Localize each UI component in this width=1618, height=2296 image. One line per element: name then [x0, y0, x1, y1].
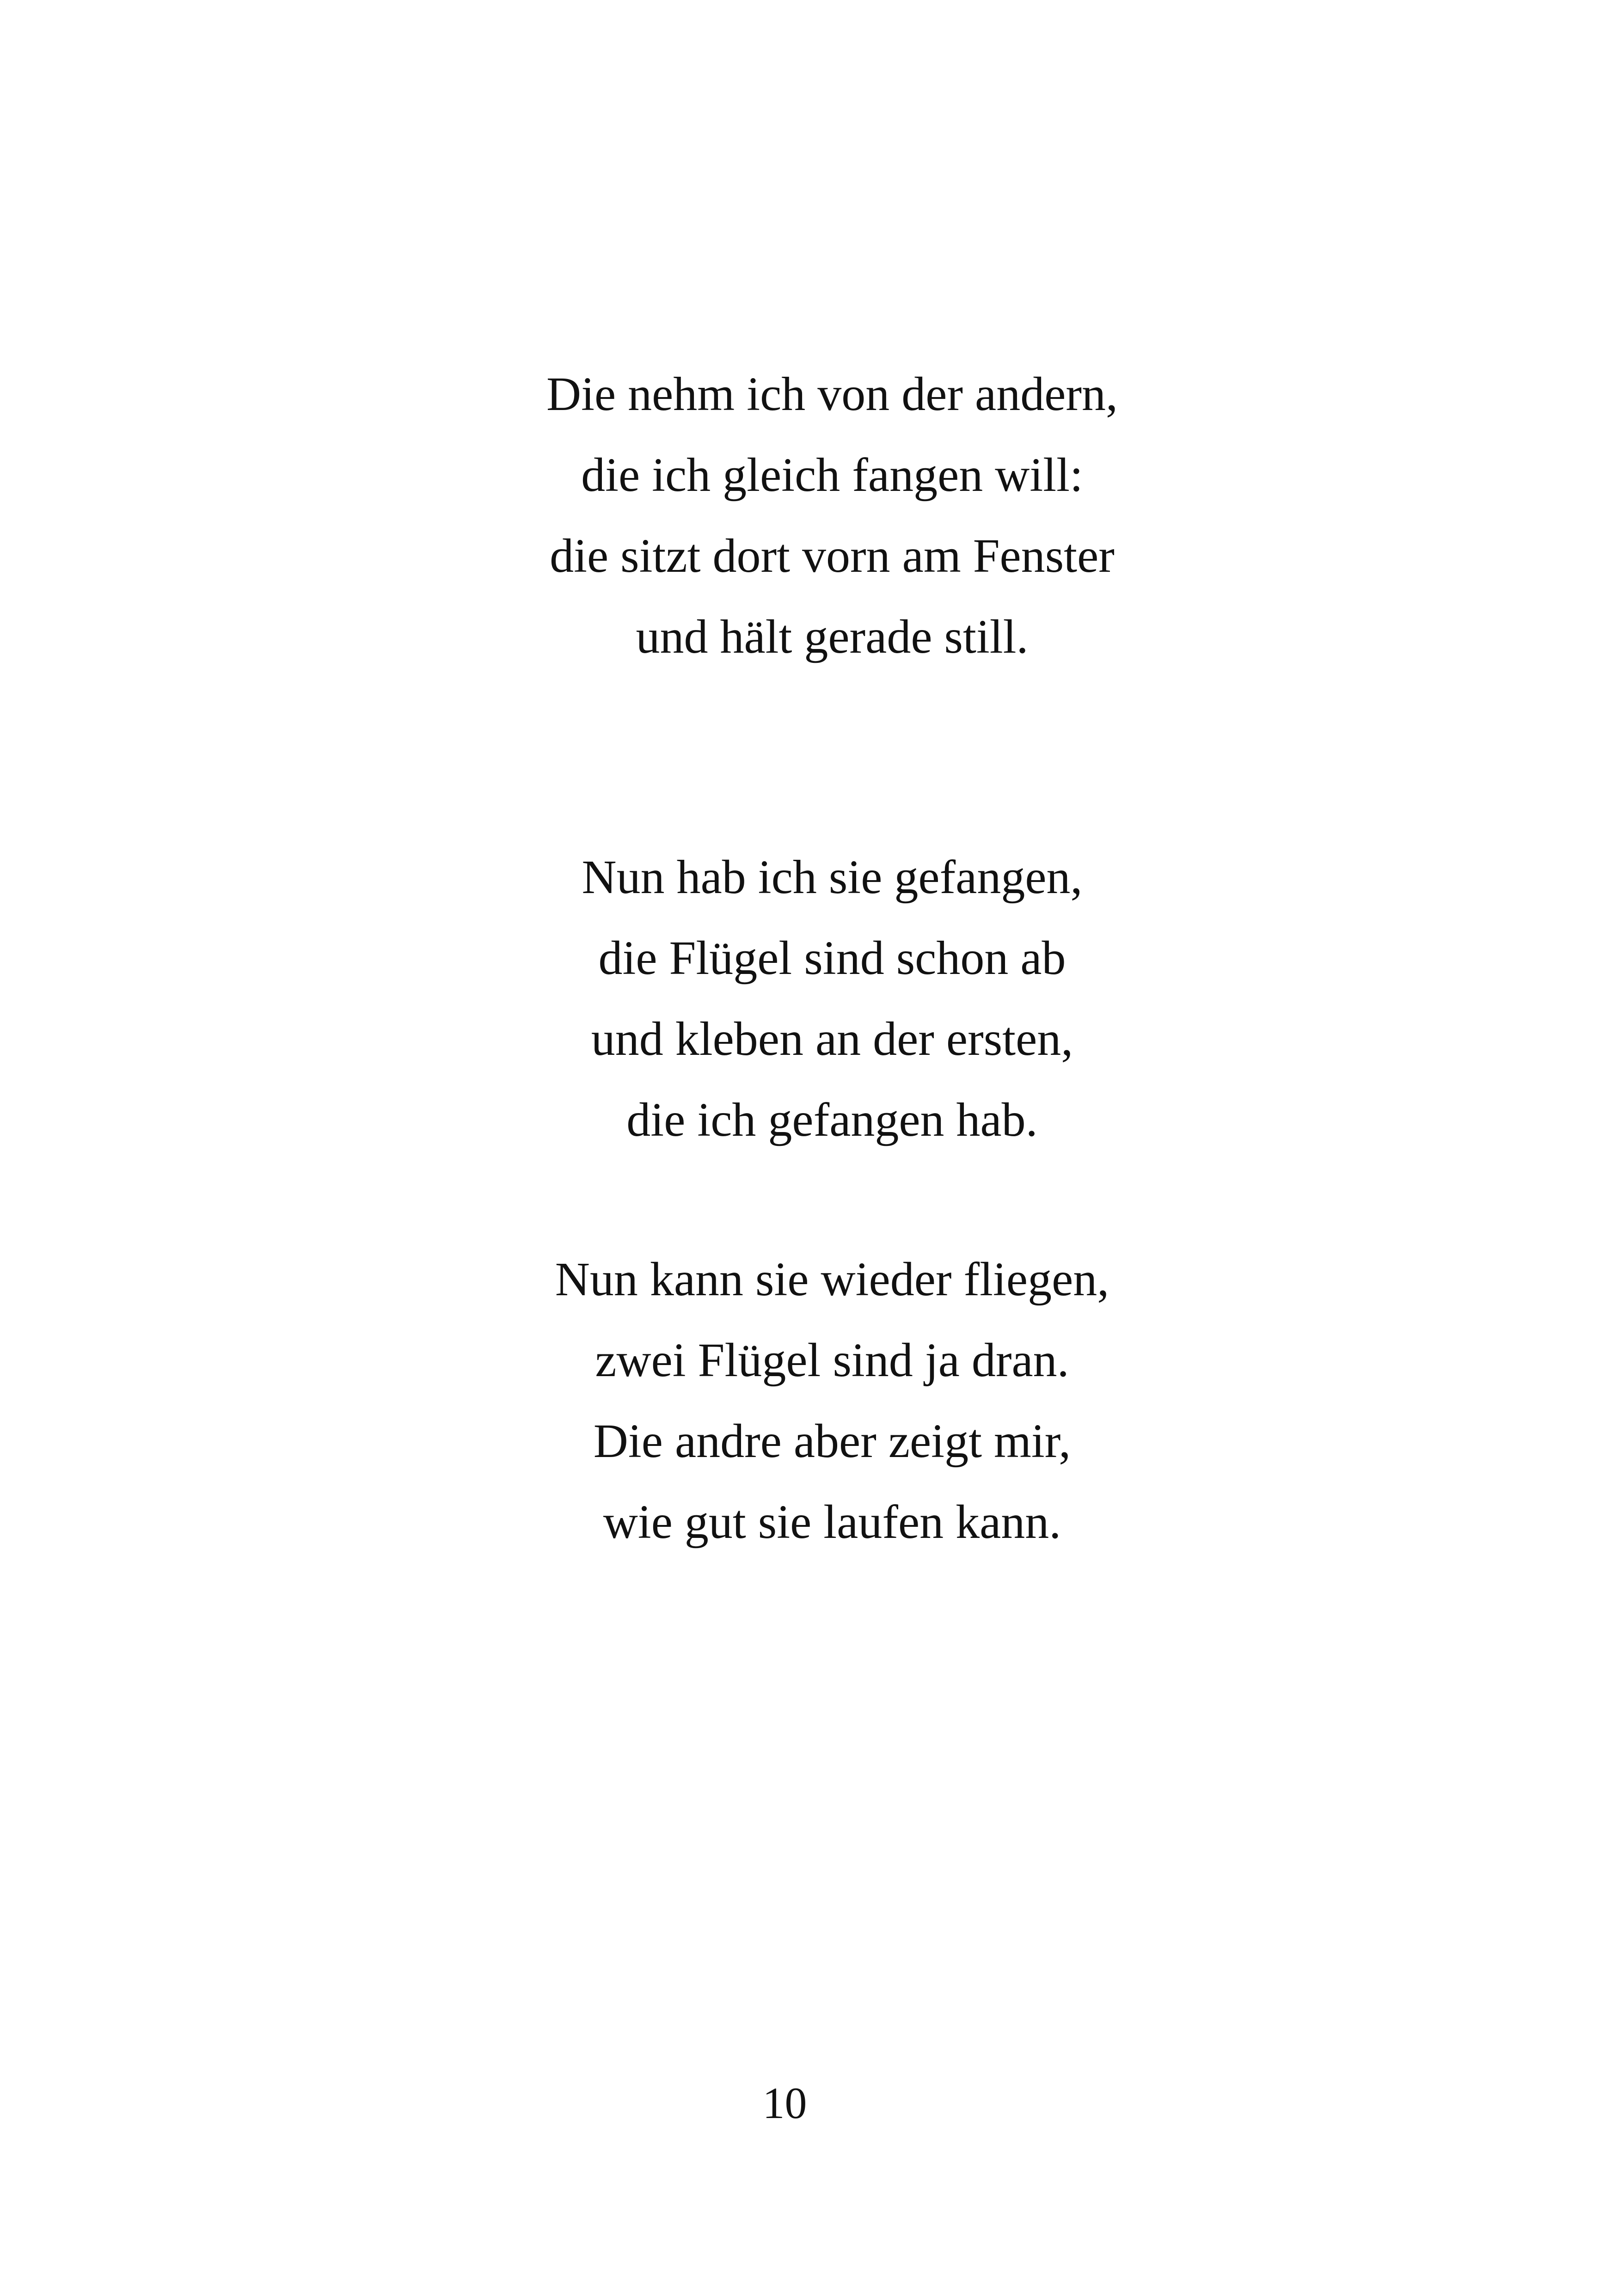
poem-line: Die andre aber zeigt mir, — [593, 1414, 1071, 1468]
poem-line: die ich gleich fangen will: — [581, 448, 1083, 502]
poem-stanza — [0, 1239, 1618, 1562]
poem-line: und kleben an der ersten, — [591, 1012, 1073, 1065]
page-number: 10 — [762, 2078, 807, 2128]
poem-line: zwei Flügel sind ja dran. — [595, 1334, 1069, 1387]
poem-line: die ich gefangen hab. — [626, 1093, 1038, 1146]
poem-line: Nun hab ich sie gefangen, — [582, 851, 1083, 904]
poem-line: und hält gerade still. — [636, 610, 1029, 663]
poem-line: die sitzt dort vorn am Fenster — [550, 529, 1115, 582]
poem-line: Nun kann sie wieder fliegen, — [555, 1253, 1109, 1306]
poem-line: Die nehm ich von der andern, — [546, 367, 1118, 421]
poem-line: wie gut sie laufen kann. — [603, 1495, 1061, 1549]
poem-line: die Flügel sind schon ab — [598, 931, 1066, 985]
poem-stanza — [0, 354, 1618, 677]
poem-stanza — [0, 837, 1618, 1160]
